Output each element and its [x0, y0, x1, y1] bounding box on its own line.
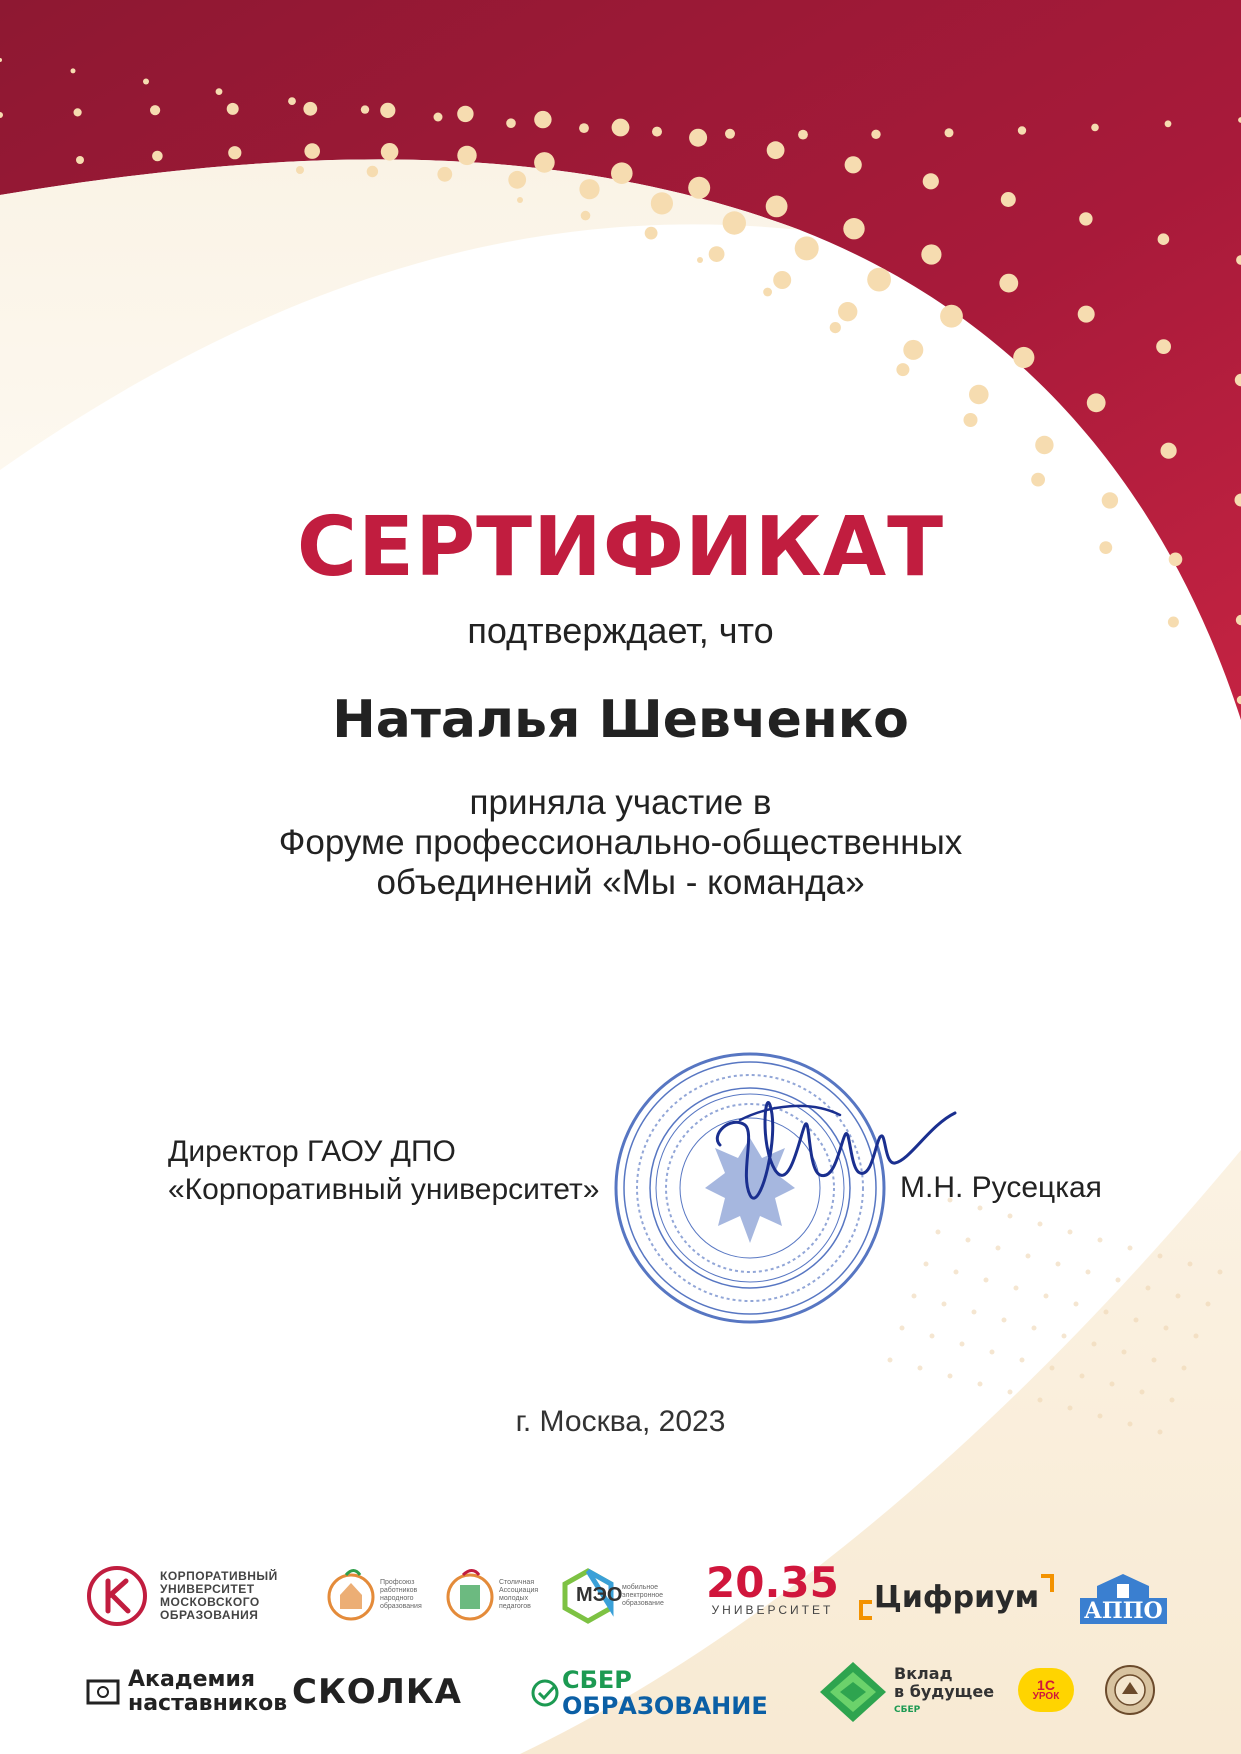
skolka-name: СКОЛКА	[292, 1672, 462, 1712]
logo-sber-obrazovanie	[530, 1667, 768, 1719]
vklad-sub: СБЕР	[894, 1705, 921, 1715]
associaciya-line: Столичная	[499, 1579, 535, 1586]
director-position-line: Директор ГАОУ ДПО	[168, 1135, 456, 1168]
profsoyuz-line: народного	[380, 1595, 414, 1602]
appo-name: АППО	[1080, 1598, 1167, 1624]
urok-line: 1С	[1037, 1677, 1055, 1693]
logo-universitet-2035	[706, 1558, 839, 1617]
logo-profsoyuz	[326, 1565, 422, 1625]
bracket-right-icon	[1039, 1572, 1055, 1622]
handwritten-signature	[700, 1075, 960, 1225]
bracket-left-icon	[858, 1572, 874, 1622]
u2035-sub: УНИВЕРСИТЕТ	[711, 1603, 834, 1617]
certificate-title: СЕРТИФИКАТ	[296, 500, 945, 595]
logo-skolka	[292, 1672, 462, 1712]
ku-line: УНИВЕРСИТЕТ	[160, 1582, 255, 1596]
director-position	[168, 1133, 599, 1209]
recipient-name: Наталья Шевченко	[332, 690, 909, 750]
profsoyuz-line: работников	[380, 1587, 418, 1594]
participation-line: объединений «Мы - команда»	[376, 863, 865, 902]
profsoyuz-line: Профсоюз	[380, 1579, 415, 1586]
participation-line: приняла участие в	[469, 783, 772, 822]
vklad-diamond-icon	[818, 1660, 888, 1724]
logo-cifrium	[858, 1572, 1055, 1622]
associaciya-line: молодых	[499, 1595, 529, 1602]
meo-sub: образование	[622, 1600, 664, 1607]
ku-line: ОБРАЗОВАНИЯ	[160, 1608, 259, 1622]
sber-check-icon	[530, 1678, 560, 1708]
profsoyuz-line: образования	[380, 1603, 422, 1610]
associaciya-line: педагогов	[499, 1603, 531, 1610]
logo-korporativny-universitet	[86, 1565, 278, 1627]
meo-name: МЭО	[576, 1584, 623, 1606]
director-position-line: «Корпоративный университет»	[168, 1173, 600, 1206]
ku-line: КОРПОРАТИВНЫЙ	[160, 1569, 278, 1583]
akademiya-line: наставников	[128, 1691, 288, 1716]
logo-seal-association	[1104, 1664, 1156, 1716]
logo-meo	[560, 1568, 664, 1624]
akademiya-badge-icon	[86, 1677, 126, 1707]
place-date: г. Москва, 2023	[515, 1405, 726, 1438]
association-seal-icon	[1104, 1664, 1156, 1716]
profsoyuz-emblem-icon	[326, 1565, 376, 1625]
signer-name: М.Н. Русецкая	[900, 1171, 1102, 1204]
logo-vklad-v-budushchee	[818, 1660, 994, 1724]
vklad-line: в будущее	[894, 1682, 995, 1701]
confirms-text: подтверждает, что	[467, 610, 774, 651]
logo-stolichnaya-associaciya	[445, 1565, 538, 1625]
associaciya-emblem-icon	[445, 1565, 495, 1625]
appo-building-icon	[1089, 1572, 1157, 1598]
meo-sub: мобильное	[622, 1584, 659, 1591]
sber-line: СБЕР	[562, 1666, 632, 1694]
associaciya-line: Ассоциация	[499, 1587, 539, 1594]
participation-text	[0, 783, 1241, 903]
u2035-name: 20.35	[706, 1558, 839, 1607]
meo-sub: электронное	[622, 1592, 664, 1599]
akademiya-line: Академия	[128, 1667, 256, 1692]
logo-1c-urok	[1018, 1668, 1074, 1712]
participation-line: Форуме профессионально-общественных	[278, 823, 963, 862]
logo-akademiya-nastavnikov	[86, 1668, 287, 1716]
cifrium-name: Цифриум	[874, 1579, 1040, 1615]
vklad-line: Вклад	[894, 1664, 953, 1683]
urok-badge	[1018, 1668, 1074, 1712]
ku-line: МОСКОВСКОГО	[160, 1595, 260, 1609]
logo-appo	[1080, 1572, 1167, 1624]
urok-line: УРОК	[1032, 1691, 1060, 1702]
sber-line: ОБРАЗОВАНИЕ	[562, 1692, 768, 1720]
ku-emblem-icon	[86, 1565, 148, 1627]
